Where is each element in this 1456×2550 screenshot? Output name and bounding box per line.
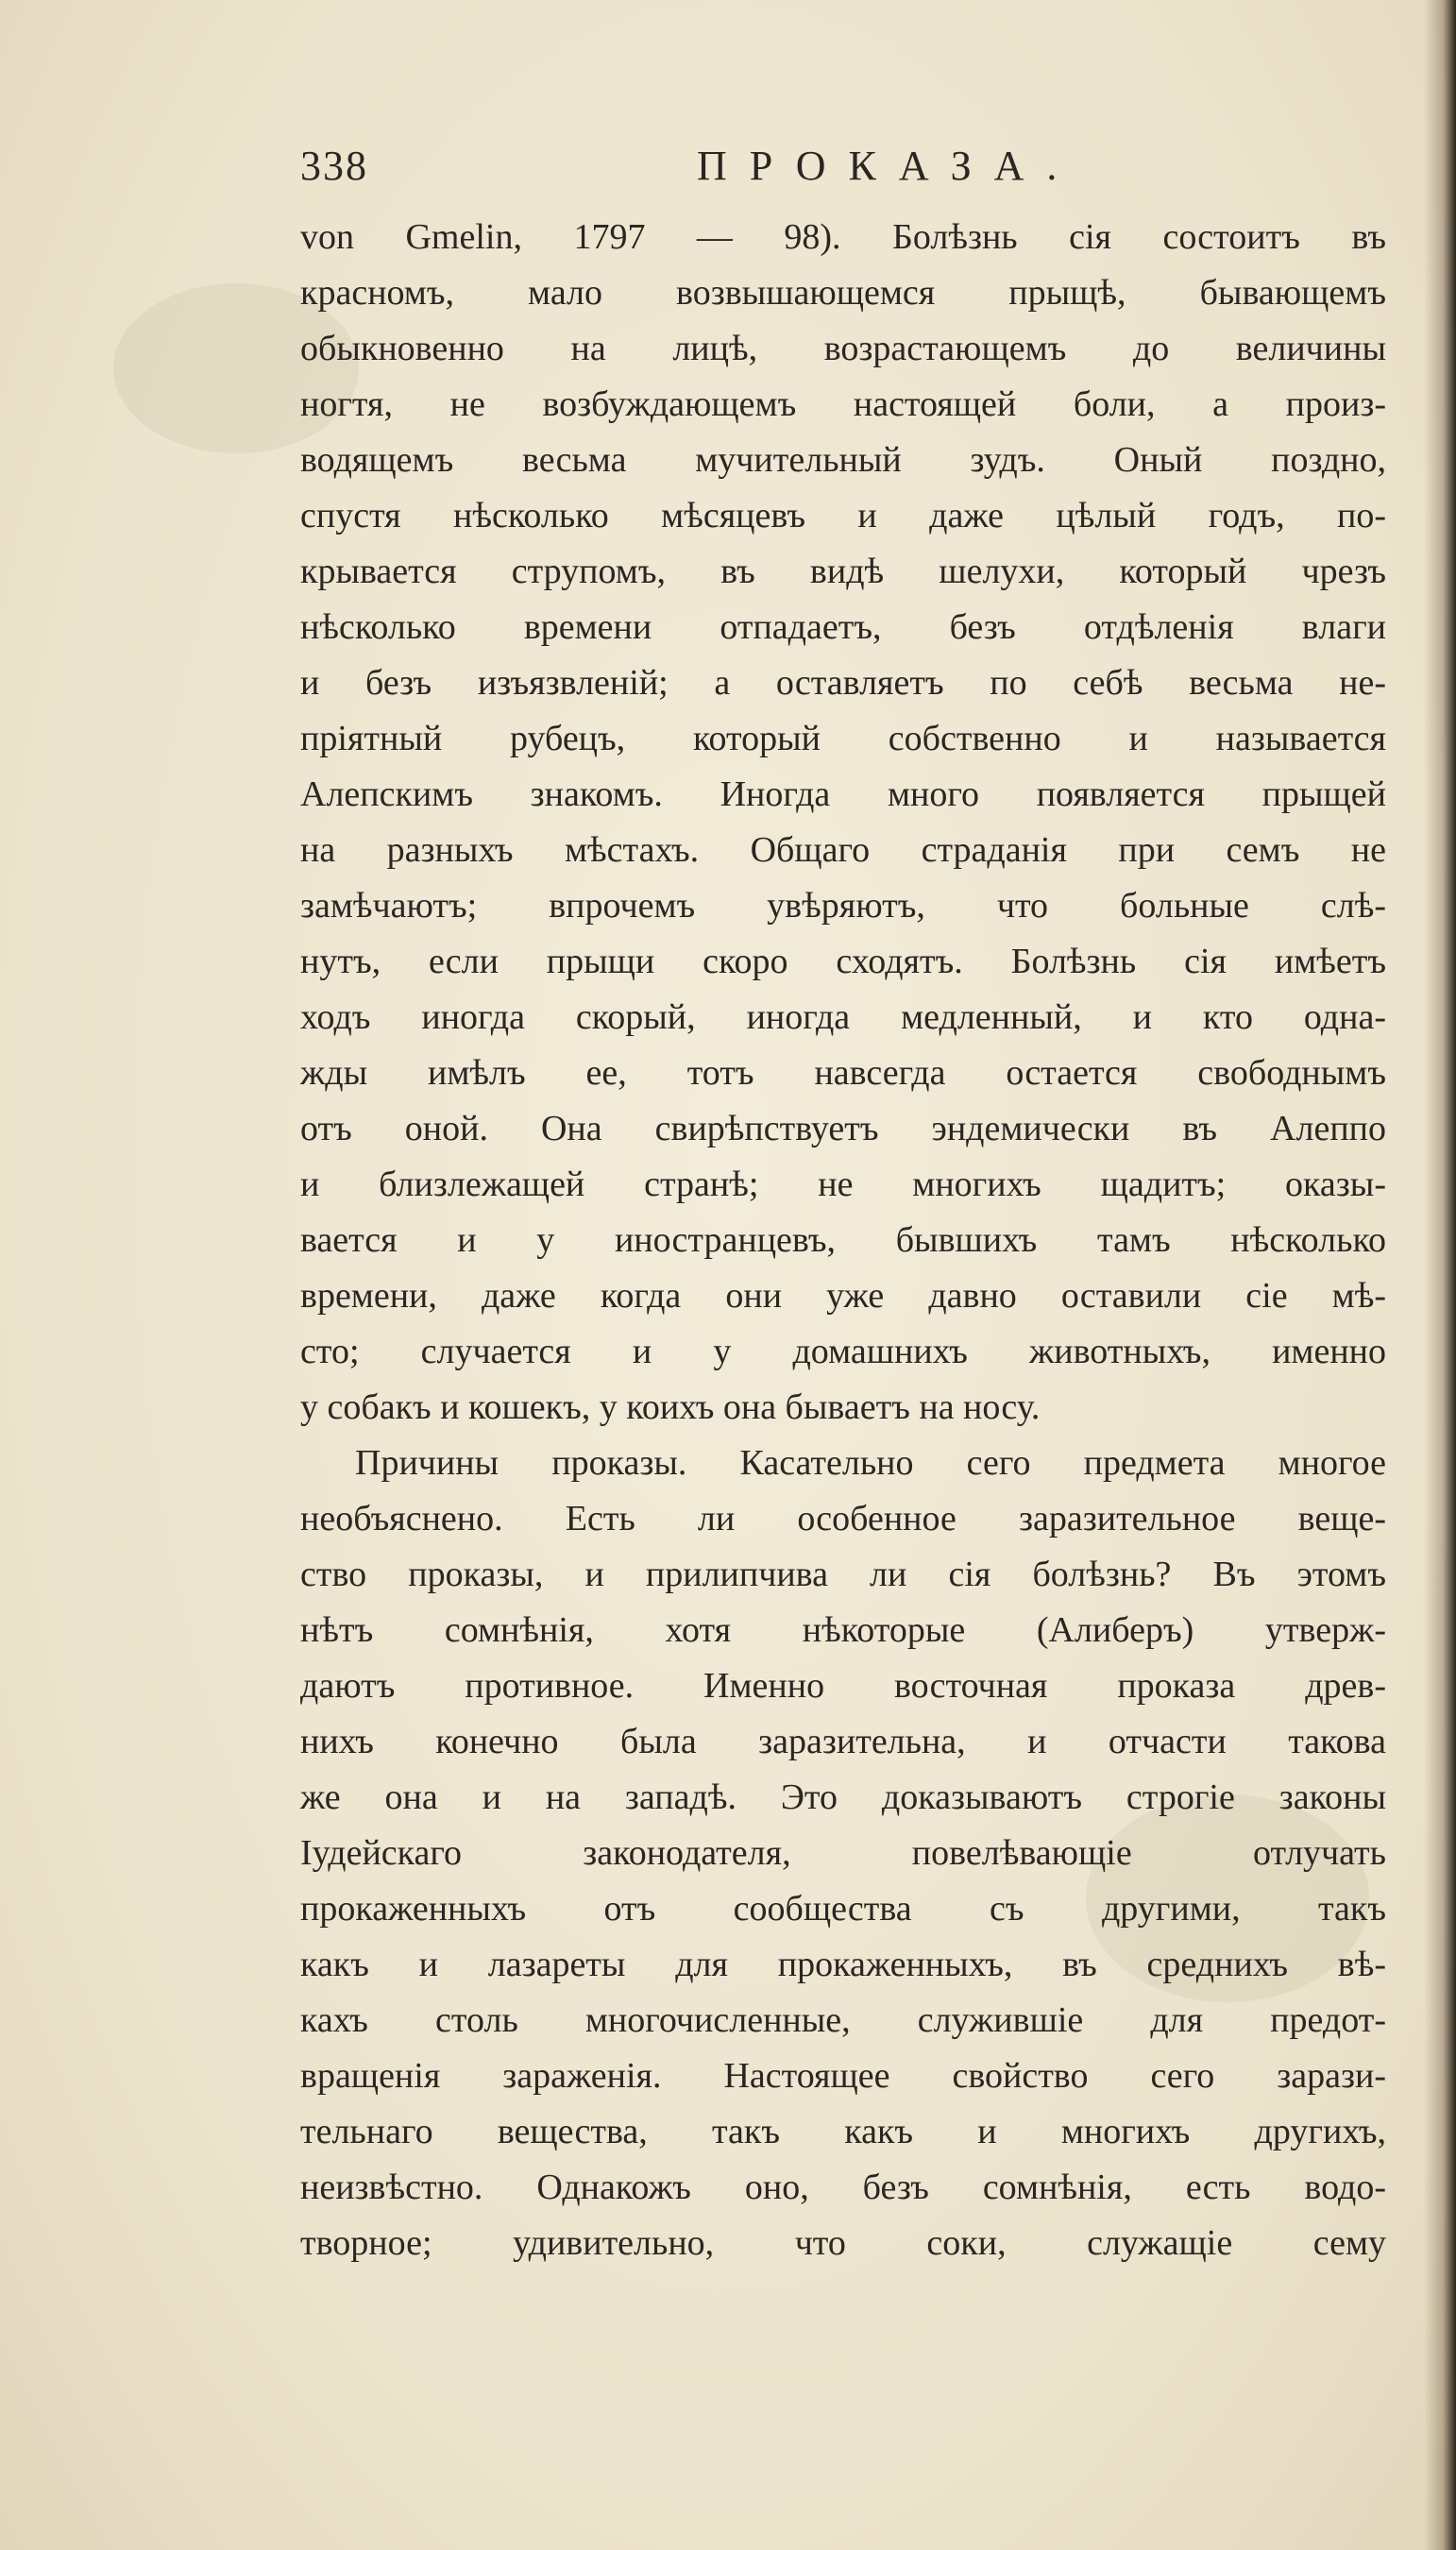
text-line: крывается струпомъ, въ видѣ шелухи, который чрезъ — [300, 552, 1386, 591]
text-line: времени, даже когда они уже давно оставили сіе мѣ- — [300, 1276, 1386, 1316]
text-line: ногтя, не возбуждающемъ настоящей боли, а произ- — [300, 384, 1386, 424]
text-line: неизвѣстно. Однакожъ оно, безъ сомнѣнія, есть водо- — [300, 2168, 1386, 2207]
text-line: и близлежащей странѣ; не многихъ щадитъ; оказы- — [300, 1164, 1386, 1204]
text-line: и безъ изъязвленій; а оставляетъ по себѣ весьма не- — [300, 663, 1386, 703]
text-line: на разныхъ мѣстахъ. Общаго страданія при семъ не — [300, 830, 1386, 870]
text-line: жды имѣлъ ее, тотъ навсегда остается свободнымъ — [300, 1053, 1386, 1093]
running-title: ПРОКАЗА. — [697, 143, 1080, 189]
text-line: кахъ столь многочисленные, служившіе для предот- — [300, 2000, 1386, 2040]
text-line: творное; удивительно, что соки, служащіе сему — [300, 2223, 1386, 2263]
text-line: нутъ, если прыщи скоро сходятъ. Болѣзнь сія имѣетъ — [300, 942, 1386, 981]
text-line: ство проказы, и прилипчива ли сія болѣзнь? Въ этомъ — [300, 1555, 1386, 1594]
text-line: пріятный рубецъ, который собственно и называется — [300, 719, 1386, 758]
text-line: нѣтъ сомнѣнія, хотя нѣкоторые (Алиберъ) утверж- — [300, 1610, 1386, 1650]
text-line: обыкновенно на лицѣ, возрастающемъ до величины — [300, 329, 1386, 368]
page-number: 338 — [300, 143, 368, 189]
text-line: вается и у иностранцевъ, бывшихъ тамъ нѣсколько — [300, 1220, 1386, 1260]
text-line: отъ оной. Она свирѣпствуетъ эндемически въ Алеппо — [300, 1109, 1386, 1148]
text-line: замѣчаютъ; впрочемъ увѣряютъ, что больные слѣ- — [300, 886, 1386, 926]
text-line: von Gmelin, 1797 — 98). Болѣзнь сія состоитъ въ — [300, 217, 1386, 257]
page-header — [300, 142, 1386, 208]
body-text — [300, 210, 1386, 2271]
text-line: ходъ иногда скорый, иногда медленный, и кто одна- — [300, 997, 1386, 1037]
text-line: водящемъ весьма мучительный зудъ. Оный поздно, — [300, 440, 1386, 480]
text-line: у собакъ и кошекъ, у коихъ она бываетъ на носу. — [300, 1387, 1041, 1427]
text-line: даютъ противное. Именно восточная проказа древ- — [300, 1666, 1386, 1706]
paragraph-start-line: Причины проказы. Касательно сего предмета многое — [355, 1443, 1386, 1483]
text-line: вращенія зараженія. Настоящее свойство сего зарази- — [300, 2056, 1386, 2096]
text-line: спустя нѣсколько мѣсяцевъ и даже цѣлый годъ, по- — [300, 496, 1386, 536]
text-line: Іудейскаго законодателя, повелѣвающіе отлучать — [300, 1833, 1386, 1873]
text-line: прокаженныхъ отъ сообщества съ другими, такъ — [300, 1889, 1386, 1929]
text-line: тельнаго вещества, такъ какъ и многихъ другихъ, — [300, 2112, 1386, 2151]
text-line: необъяснено. Есть ли особенное заразительное веще- — [300, 1499, 1386, 1538]
text-line: Алепскимъ знакомъ. Иногда много появляется прыщей — [300, 774, 1386, 814]
text-line: нихъ конечно была заразительна, и отчасти такова — [300, 1722, 1386, 1761]
text-line: нѣсколько времени отпадаетъ, безъ отдѣленія влаги — [300, 607, 1386, 647]
text-line: же она и на западѣ. Это доказываютъ строгіе законы — [300, 1777, 1386, 1817]
text-line: какъ и лазареты для прокаженныхъ, въ среднихъ вѣ- — [300, 1945, 1386, 1984]
text-line: сто; случается и у домашнихъ животныхъ, именно — [300, 1332, 1386, 1371]
text-line: красномъ, мало возвышающемся прыщѣ, бывающемъ — [300, 273, 1386, 313]
page-edge-shadow — [1424, 0, 1456, 2550]
